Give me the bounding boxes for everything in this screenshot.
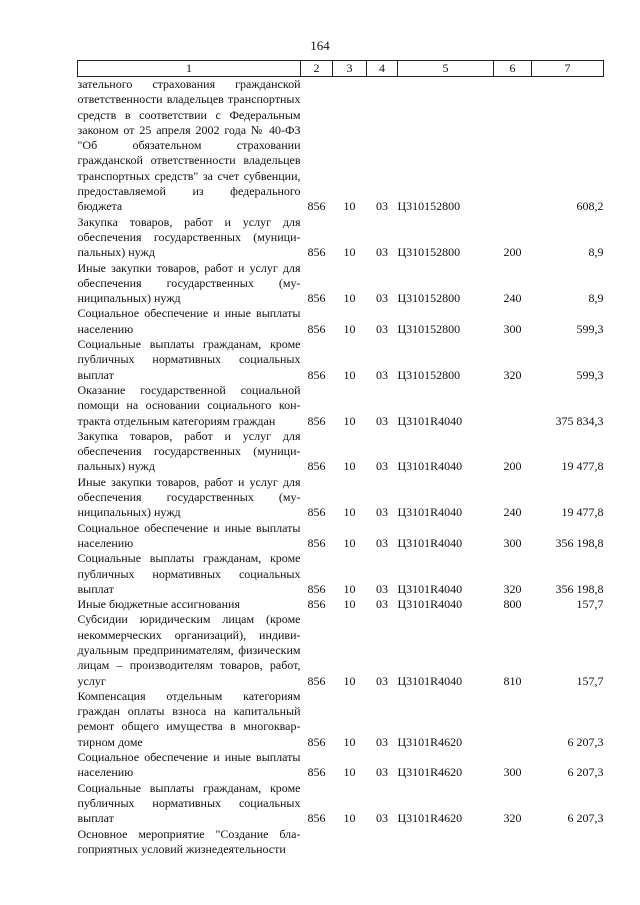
row-subsection-code: 03 <box>376 734 388 749</box>
row-subsection-code: 03 <box>376 765 388 780</box>
row-amount: 599,3 <box>576 321 604 336</box>
row-subsection-code: 03 <box>376 673 388 688</box>
row-section-code: 10 <box>343 734 356 749</box>
row-description: Социальное обеспечение и иные выплаты населению <box>77 520 301 550</box>
row-subsection-code: 03 <box>376 199 388 214</box>
row-description: Иные закупки товаров, работ и услуг для обеспечения государственных (муниципальных) нужд <box>77 260 301 306</box>
header-col-6: 6 <box>494 61 532 77</box>
row-subsection-code <box>367 827 398 858</box>
row-expense-type: 320 <box>503 811 522 826</box>
row-section-code: 10 <box>343 673 356 688</box>
table-row <box>78 77 604 215</box>
row-amount: 6 207,3 <box>567 811 604 826</box>
row-amount: 8,9 <box>588 245 604 260</box>
table-row <box>78 612 604 688</box>
row-ministry-code: 856 <box>307 597 326 612</box>
row-expense-type <box>494 689 532 750</box>
row-target-article: Ц3101R4620 <box>397 734 463 749</box>
row-ministry-code: 856 <box>307 734 326 749</box>
row-expense-type: 240 <box>503 291 522 306</box>
row-amount: 599,3 <box>576 367 604 382</box>
row-target-article: Ц3101R4040 <box>397 581 463 596</box>
row-expense-type: 800 <box>503 597 522 612</box>
row-description: Социальные выплаты гражданам, кроме публичных нормативных социальных выплат <box>77 780 301 826</box>
row-subsection-code: 03 <box>376 597 388 612</box>
row-subsection-code: 03 <box>376 459 388 474</box>
header-col-2: 2 <box>301 61 333 77</box>
header-col-1: 1 <box>78 61 301 77</box>
row-ministry-code: 856 <box>307 765 326 780</box>
row-ministry-code: 856 <box>307 535 326 550</box>
row-target-article: Ц3101R4040 <box>397 597 463 612</box>
row-section-code: 10 <box>343 413 356 428</box>
row-expense-type <box>494 383 532 429</box>
row-amount: 608,2 <box>576 199 604 214</box>
row-target-article <box>398 827 494 858</box>
header-col-4: 4 <box>367 61 398 77</box>
row-section-code: 10 <box>343 245 356 260</box>
table-row <box>78 597 604 612</box>
row-section-code: 10 <box>343 321 356 336</box>
row-subsection-code: 03 <box>376 321 388 336</box>
row-subsection-code: 03 <box>376 535 388 550</box>
table-row <box>78 337 604 383</box>
row-section-code: 10 <box>343 597 356 612</box>
table-header-row <box>78 61 604 77</box>
header-col-5: 5 <box>398 61 494 77</box>
row-section-code: 10 <box>343 199 356 214</box>
row-description: Социальное обеспечение и иные выплаты населению <box>77 750 301 780</box>
row-description: Закупка товаров, работ и услуг для обеспечения государственных (муниципальных) нужд <box>77 428 301 474</box>
table-row <box>78 689 604 750</box>
table-row <box>78 750 604 781</box>
table-row <box>78 306 604 337</box>
row-description: Основное мероприятие "Создание благоприятных условий жизнедеятельности <box>77 826 301 856</box>
row-section-code <box>333 827 367 858</box>
row-expense-type: 300 <box>503 321 522 336</box>
row-section-code: 10 <box>343 291 356 306</box>
table-row <box>78 781 604 827</box>
row-ministry-code: 856 <box>307 413 326 428</box>
row-subsection-code: 03 <box>376 367 388 382</box>
row-amount: 6 207,3 <box>567 734 604 749</box>
row-expense-type: 240 <box>503 505 522 520</box>
row-amount: 19 477,8 <box>561 459 604 474</box>
table-row <box>78 383 604 429</box>
row-amount: 19 477,8 <box>561 505 604 520</box>
table-row <box>78 261 604 307</box>
row-expense-type: 200 <box>503 245 522 260</box>
row-subsection-code: 03 <box>376 811 388 826</box>
row-amount: 6 207,3 <box>567 765 604 780</box>
header-col-3: 3 <box>333 61 367 77</box>
row-amount: 356 198,8 <box>555 581 604 596</box>
table-row <box>78 215 604 261</box>
row-expense-type: 320 <box>503 581 522 596</box>
row-target-article: Ц3101R4040 <box>397 459 463 474</box>
row-description: зательного страхования гражданской ответственности владельцев транспортных средств в соответствии с Федеральным законом от 25 апреля 2002 года № 40-ФЗ "Об обязательном страховании гражданской ответственности владельцев транспортных средств" за счет субвенции, предоставляемой из федерального бюджета <box>77 77 301 214</box>
row-target-article: Ц310152800 <box>397 245 461 260</box>
row-description: Оказание государственной социальной помощи на основании социального контракта отдельным категориям граждан <box>77 382 301 428</box>
row-description: Иные закупки товаров, работ и услуг для обеспечения государственных (муниципальных) нужд <box>77 474 301 520</box>
row-target-article: Ц310152800 <box>397 291 461 306</box>
row-target-article: Ц3101R4040 <box>397 413 463 428</box>
row-section-code: 10 <box>343 535 356 550</box>
row-amount: 375 834,3 <box>555 413 604 428</box>
row-ministry-code: 856 <box>307 367 326 382</box>
row-expense-type: 300 <box>503 765 522 780</box>
row-ministry-code: 856 <box>307 291 326 306</box>
row-expense-type: 300 <box>503 535 522 550</box>
row-ministry-code: 856 <box>307 459 326 474</box>
table-row <box>78 475 604 521</box>
row-description: Социальное обеспечение и иные выплаты населению <box>77 306 301 336</box>
row-section-code: 10 <box>343 367 356 382</box>
row-expense-type: 810 <box>503 673 522 688</box>
table-row <box>78 429 604 475</box>
row-subsection-code: 03 <box>376 581 388 596</box>
table-row <box>78 827 604 858</box>
row-expense-type <box>494 827 532 858</box>
row-section-code: 10 <box>343 459 356 474</box>
row-section-code: 10 <box>343 765 356 780</box>
row-ministry-code: 856 <box>307 673 326 688</box>
row-expense-type: 320 <box>503 367 522 382</box>
row-description: Компенсация отдельным категориям граждан оплаты взноса на капитальный ремонт общего имущества в многоквартирном доме <box>77 688 301 749</box>
row-subsection-code: 03 <box>376 291 388 306</box>
row-description: Закупка товаров, работ и услуг для обеспечения государственных (муниципальных) нужд <box>77 214 301 260</box>
row-amount: 157,7 <box>576 673 604 688</box>
row-amount: 356 198,8 <box>555 535 604 550</box>
row-target-article: Ц3101R4040 <box>397 505 463 520</box>
row-description: Иные бюджетные ассигнования <box>77 597 240 612</box>
row-section-code: 10 <box>343 581 356 596</box>
row-amount: 8,9 <box>588 291 604 306</box>
row-ministry-code: 856 <box>307 321 326 336</box>
row-amount: 157,7 <box>576 597 604 612</box>
budget-table <box>77 60 604 857</box>
row-amount <box>532 827 604 858</box>
row-ministry-code: 856 <box>307 245 326 260</box>
page-number: 164 <box>310 38 330 53</box>
row-expense-type: 200 <box>503 459 522 474</box>
row-target-article: Ц3101R4040 <box>397 673 463 688</box>
row-ministry-code <box>301 827 333 858</box>
row-subsection-code: 03 <box>376 505 388 520</box>
row-section-code: 10 <box>343 505 356 520</box>
row-target-article: Ц3101R4620 <box>397 765 463 780</box>
header-col-7: 7 <box>532 61 604 77</box>
row-target-article: Ц310152800 <box>397 199 461 214</box>
row-description: Социальные выплаты гражданам, кроме публичных нормативных социальных выплат <box>77 337 301 382</box>
row-subsection-code: 03 <box>376 245 388 260</box>
row-description: Субсидии юридическим лицам (кроме некоммерческих организаций), индивидуальным предпринимателям, физическим лицам – производителям товаров, работ, услуг <box>77 612 301 688</box>
row-ministry-code: 856 <box>307 199 326 214</box>
row-ministry-code: 856 <box>307 811 326 826</box>
table-row <box>78 521 604 552</box>
row-target-article: Ц3101R4620 <box>397 811 463 826</box>
row-target-article: Ц3101R4040 <box>397 535 463 550</box>
row-target-article: Ц310152800 <box>397 367 461 382</box>
row-section-code: 10 <box>343 811 356 826</box>
row-subsection-code: 03 <box>376 413 388 428</box>
row-ministry-code: 856 <box>307 581 326 596</box>
row-description: Социальные выплаты гражданам, кроме публичных нормативных социальных выплат <box>77 551 301 596</box>
table-row <box>78 551 604 597</box>
row-ministry-code: 856 <box>307 505 326 520</box>
row-expense-type <box>494 77 532 215</box>
row-target-article: Ц310152800 <box>397 321 461 336</box>
